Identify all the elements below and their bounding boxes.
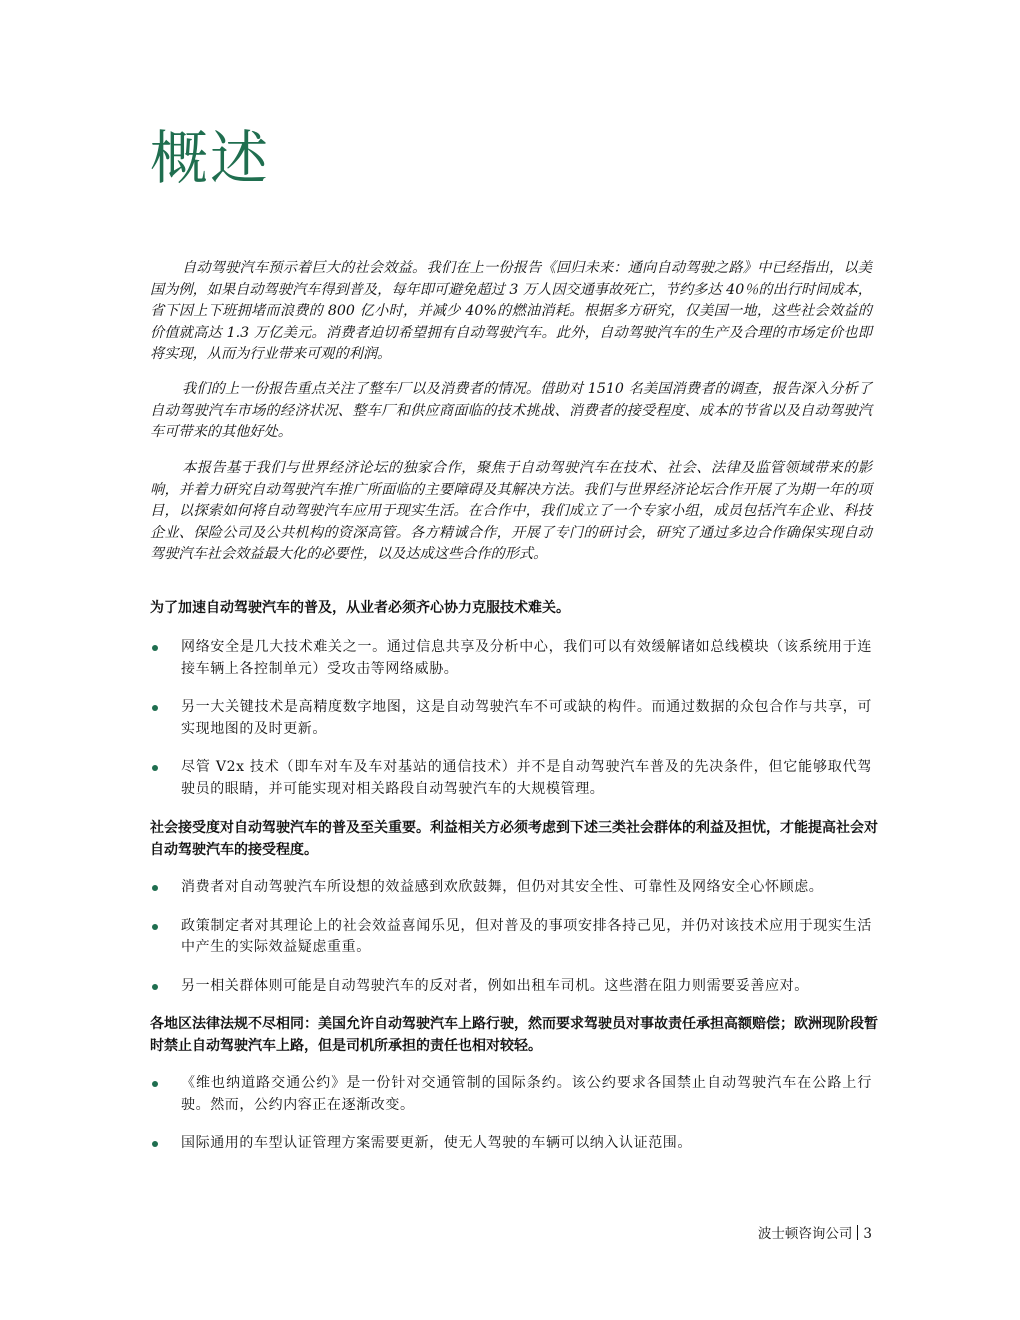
intro-paragraph-2: 我们的上一份报告重点关注了整车厂以及消费者的情况。借助对 1510 名美国消费者的调查，报告深入分析了自动驾驶汽车市场的经济状况、整车厂和供应商面临的技术挑战、消费者的接受程度、成本的节省以及自动驾驶汽车可带来的其他好处。: [150, 381, 872, 441]
section-heading-regulation: 各地区法律法规不尽相同：美国允许自动驾驶汽车上路行驶，然而要求驾驶员对事故责任承担高额赔偿；欧洲现阶段暂时禁止自动驾驶汽车上路，但是司机所承担的责任也相对较轻。: [150, 1016, 878, 1054]
list-item: [150, 1073, 872, 1116]
list-item: [150, 697, 872, 740]
list-item-text: 国际通用的车型认证管理方案需要更新，使无人驾驶的车辆可以纳入认证范围。: [181, 1135, 692, 1152]
list-item: [150, 1133, 872, 1155]
list-item-text: 另一相关群体则可能是自动驾驶汽车的反对者，例如出租车司机。这些潜在阻力则需要妥善应对。: [181, 977, 809, 994]
list-item-text: 另一大关键技术是高精度数字地图，这是自动驾驶汽车不可或缺的构件。而通过数据的众包合作与共享，可实现地图的及时更新。: [181, 699, 872, 737]
list-item-text: 消费者对自动驾驶汽车所设想的效益感到欢欣鼓舞，但仍对其安全性、可靠性及网络安全心怀顾虑。: [181, 879, 824, 895]
bullet-dot-icon: [152, 1141, 158, 1147]
list-item: [150, 916, 872, 959]
bullet-dot-icon: [152, 984, 158, 990]
list-item-text: 政策制定者对其理论上的社会效益喜闻乐见，但对普及的事项安排各持己见，并仍对该技术应用于现实生活中产生的实际效益疑虑重重。: [181, 917, 872, 956]
intro-paragraph-1: 自动驾驶汽车预示着巨大的社会效益。我们在上一份报告《回归未来：通向自动驾驶之路》中已经指出，以美国为例，如果自动驾驶汽车得到普及，每年即可避免超过 3 万人因交通事故死亡，节约多达 40％的出行时间成本，省下因上下班拥堵而浪费的 800 亿小时，并减少 40%的燃油消耗。根据多方研究，仅美国一地，这些社会效益的价值就高达 1.3 万亿美元。消费者迫切希望拥有自动驾驶汽车。此外，自动驾驶汽车的生产及合理的市场定价也即将实现，从而为行业带来可观的利润。: [150, 260, 872, 363]
list-item-text: 尽管 V2x 技术（即车对车及车对基站的通信技术）并不是自动驾驶汽车普及的先决条件，但它能够取代驾驶员的眼睛，并可能实现对相关路段自动驾驶汽车的大规模管理。: [181, 759, 872, 797]
footer-divider: [857, 1225, 858, 1240]
list-item: [150, 877, 872, 899]
page-number: 3: [863, 1226, 872, 1242]
page-footer: [758, 1224, 872, 1244]
bullet-dot-icon: [152, 885, 158, 891]
bullet-dot-icon: [152, 1081, 158, 1087]
bullet-dot-icon: [152, 924, 158, 930]
bullet-dot-icon: [152, 765, 158, 771]
bullet-list-social-acceptance: [150, 877, 872, 1014]
bullet-dot-icon: [152, 645, 158, 651]
footer-company: 波士顿咨询公司: [757, 1226, 853, 1242]
section-heading-social-acceptance: 社会接受度对自动驾驶汽车的普及至关重要。利益相关方必须考虑到下述三类社会群体的利益及担忧，才能提高社会对自动驾驶汽车的接受程度。: [150, 820, 878, 858]
bullet-list-technology: [150, 637, 872, 818]
bullet-list-regulation: [150, 1073, 872, 1172]
intro-paragraph-3: 本报告基于我们与世界经济论坛的独家合作，聚焦于自动驾驶汽车在技术、社会、法律及监管领域带来的影响，并着力研究自动驾驶汽车推广所面临的主要障碍及其解决方法。我们与世界经济论坛合作开展了为期一年的项目，以探索如何将自动驾驶汽车应用于现实生活。在合作中，我们成立了一个专家小组，成员包括汽车企业、科技企业、保险公司及公共机构的资深高管。各方精诚合作，开展了专门的研讨会，研究了通过多边合作确保实现自动驾驶汽车社会效益最大化的必要性，以及达成这些合作的形式。: [150, 460, 872, 563]
section-heading-technology: 为了加速自动驾驶汽车的普及，从业者必须齐心协力克服技术难关。: [150, 600, 570, 616]
list-item: [150, 976, 872, 998]
page-title: 概述: [150, 124, 271, 192]
list-item-text: 《维也纳道路交通公约》是一份针对交通管制的国际条约。该公约要求各国禁止自动驾驶汽车在公路上行驶。然而，公约内容正在逐渐改变。: [181, 1075, 872, 1113]
list-item: [150, 757, 872, 800]
list-item-text: 网络安全是几大技术难关之一。通过信息共享及分析中心，我们可以有效缓解诸如总线模块（该系统用于连接车辆上各控制单元）受攻击等网络威胁。: [181, 639, 872, 677]
list-item: [150, 637, 872, 680]
bullet-dot-icon: [152, 705, 158, 711]
